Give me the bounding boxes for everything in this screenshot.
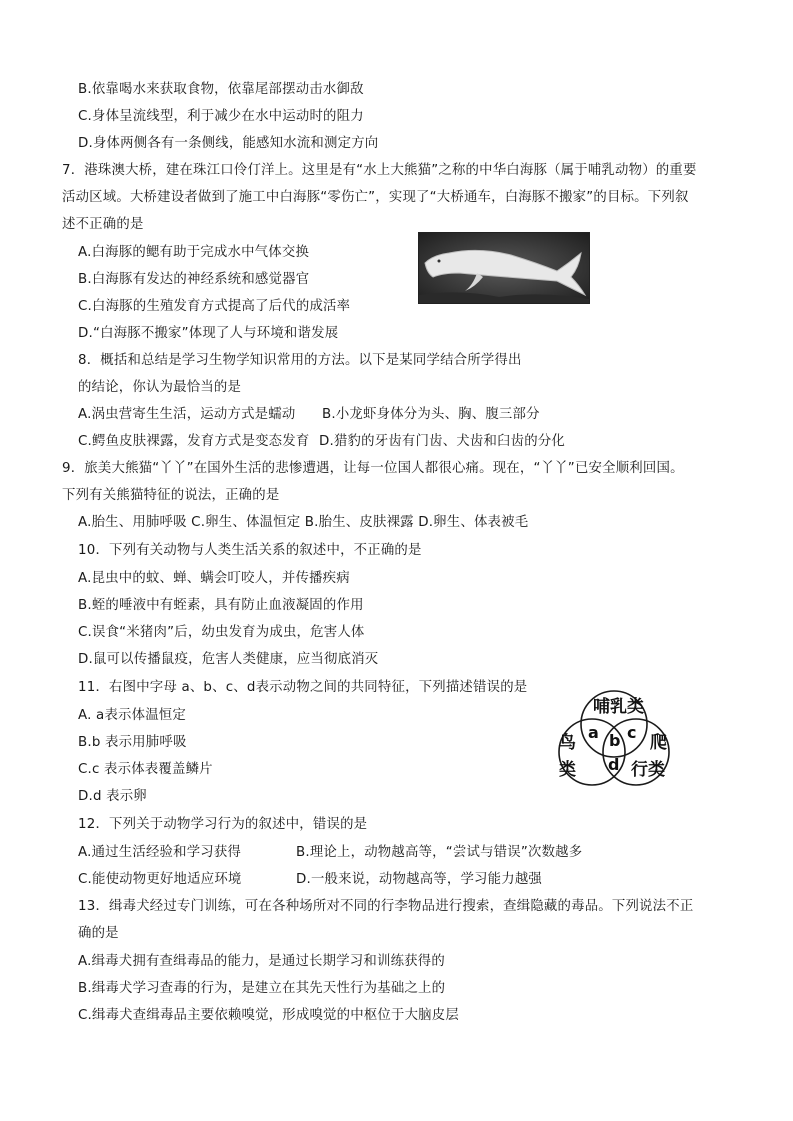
q7-stem-line2: 活动区域。大桥建设者做到了施工中白海豚“零伤亡”，实现了“大桥通车，白海豚不搬家”的目标。下列叙 bbox=[62, 190, 689, 205]
q12-option-a: A.通过生活经验和学习获得 bbox=[78, 845, 242, 860]
q11-option-d: D.d 表示卵 bbox=[78, 789, 147, 804]
q9-stem-line2: 下列有关熊猫特征的说法，正确的是 bbox=[62, 488, 280, 503]
q8-option-a: A.涡虫营寄生生活，运动方式是蠕动 bbox=[78, 407, 296, 422]
venn-letter-b: b bbox=[609, 731, 621, 750]
q10-option-c: C.误食“米猪肉”后，幼虫发育为成虫，危害人体 bbox=[78, 625, 365, 640]
q11-stem: 11．右图中字母 a、b、c、d表示动物之间的共同特征，下列描述错误的是 bbox=[78, 680, 528, 695]
q8-stem-line2: 的结论，你认为最恰当的是 bbox=[78, 380, 242, 395]
q10-stem: 10．下列有关动物与人类生活关系的叙述中，不正确的是 bbox=[78, 543, 422, 558]
q6-option-d: D.身体两侧各有一条侧线，能感知水流和测定方向 bbox=[78, 136, 379, 151]
venn-diagram bbox=[555, 688, 673, 792]
q10-option-b: B.蛭的唾液中有蛭素，具有防止血液凝固的作用 bbox=[78, 598, 364, 613]
dolphin-illustration bbox=[419, 233, 589, 303]
venn-letter-d: d bbox=[608, 755, 620, 774]
q8-option-b: B.小龙虾身体分为头、胸、腹三部分 bbox=[322, 407, 540, 422]
q7-option-d: D.“白海豚不搬家”体现了人与环境和谐发展 bbox=[78, 326, 339, 341]
q7-option-b: B.白海豚有发达的神经系统和感觉器官 bbox=[78, 272, 310, 287]
venn-label-birds-1: 鸟 bbox=[559, 733, 576, 753]
q8-option-d: D.猎豹的牙齿有门齿、犬齿和臼齿的分化 bbox=[319, 434, 566, 449]
venn-label-reptiles-2: 行类 bbox=[631, 760, 665, 780]
q9-stem-line1: 9．旅美大熊猫“丫丫”在国外生活的悲惨遭遇，让每一位国人都很心痛。现在，“丫丫”已安全顺利回国。 bbox=[62, 461, 684, 476]
q11-option-b: B.b 表示用肺呼吸 bbox=[78, 735, 187, 750]
venn-label-birds-2: 类 bbox=[559, 760, 576, 780]
dolphin-photo bbox=[418, 232, 590, 304]
venn-label-reptiles-1: 爬 bbox=[650, 733, 667, 753]
q7-stem-line3: 述不正确的是 bbox=[62, 217, 144, 232]
q13-option-c: C.缉毒犬查缉毒品主要依赖嗅觉，形成嗅觉的中枢位于大脑皮层 bbox=[78, 1008, 459, 1023]
q13-stem-line1: 13．缉毒犬经过专门训练，可在各种场所对不同的行李物品进行搜索，查缉隐藏的毒品。下列说法不正 bbox=[78, 899, 694, 914]
q7-option-a: A.白海豚的鳃有助于完成水中气体交换 bbox=[78, 245, 310, 260]
q12-option-d: D.一般来说，动物越高等，学习能力越强 bbox=[296, 872, 543, 887]
q7-stem-line1: 7．港珠澳大桥，建在珠江口伶仃洋上。这里是有“水上大熊猫”之称的中华白海豚（属于哺乳动物）的重要 bbox=[62, 163, 697, 178]
venn-letter-c: c bbox=[627, 723, 637, 742]
q12-option-c: C.能使动物更好地适应环境 bbox=[78, 872, 242, 887]
q12-stem: 12．下列关于动物学习行为的叙述中，错误的是 bbox=[78, 817, 368, 832]
venn-letter-a: a bbox=[588, 723, 599, 742]
q10-option-d: D.鼠可以传播鼠疫，危害人类健康，应当彻底消灭 bbox=[78, 652, 379, 667]
q9-options: A.胎生、用肺呼吸 C.卵生、体温恒定 B.胎生、皮肤裸露 D.卵生、体表被毛 bbox=[78, 515, 529, 530]
q11-option-a: A. a表示体温恒定 bbox=[78, 708, 186, 723]
q13-option-b: B.缉毒犬学习查毒的行为，是建立在其先天性行为基础之上的 bbox=[78, 981, 446, 996]
venn-label-mammals: 哺乳类 bbox=[593, 697, 644, 717]
q8-option-c: C.鳄鱼皮肤裸露，发育方式是变态发育 bbox=[78, 434, 310, 449]
q8-stem-line1: 8．概括和总结是学习生物学知识常用的方法。以下是某同学结合所学得出 bbox=[78, 353, 522, 368]
q13-stem-line2: 确的是 bbox=[78, 926, 119, 941]
q6-option-c: C.身体呈流线型，利于减少在水中运动时的阻力 bbox=[78, 109, 364, 124]
q6-option-b: B.依靠喝水来获取食物，依靠尾部摆动击水御敌 bbox=[78, 82, 364, 97]
q12-option-b: B.理论上，动物越高等，“尝试与错误”次数越多 bbox=[296, 845, 583, 860]
venn-circles bbox=[555, 688, 673, 792]
q7-option-c: C.白海豚的生殖发育方式提高了后代的成活率 bbox=[78, 299, 351, 314]
q13-option-a: A.缉毒犬拥有查缉毒品的能力，是通过长期学习和训练获得的 bbox=[78, 954, 445, 969]
q10-option-a: A.昆虫中的蚊、蝉、螨会叮咬人，并传播疾病 bbox=[78, 571, 350, 586]
q11-option-c: C.c 表示体表覆盖鳞片 bbox=[78, 762, 213, 777]
